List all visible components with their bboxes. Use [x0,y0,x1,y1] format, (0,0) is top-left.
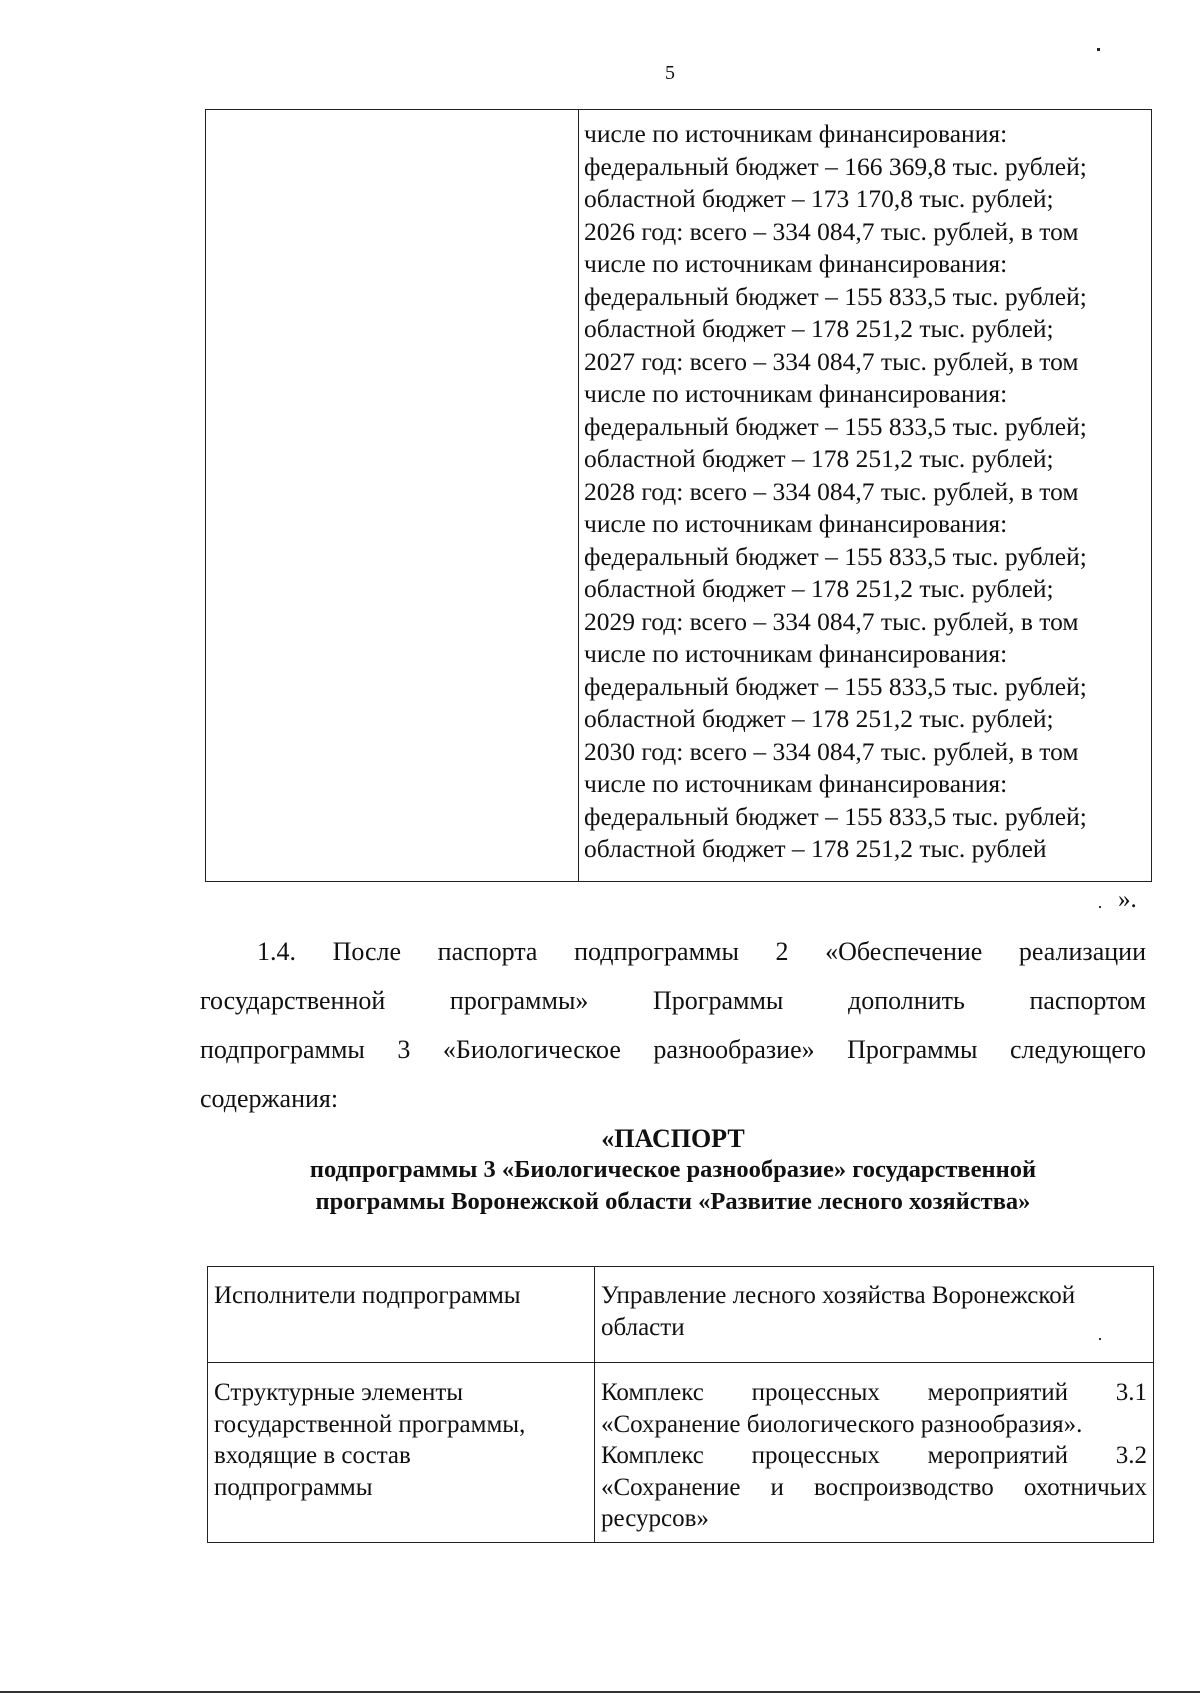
closing-quote: ». [1118,886,1137,913]
financing-line: числе по источникам финансирования: [584,379,1008,408]
row-value-word: 3.2 [1115,1442,1147,1469]
paragraph-word: дополнить [848,986,965,1015]
row-value-line: ресурсов» [601,1505,709,1532]
financing-line: федеральный бюджет – 155 833,5 тыс. рублей; [584,671,1087,701]
row-value-word: мероприятий [927,1379,1069,1406]
financing-table-right-cell [584,118,1144,866]
row-value-line: области [601,1313,685,1341]
row-label-line: государственной программы, [214,1410,526,1438]
paragraph-word: реализации [1018,937,1146,966]
financing-line: федеральный бюджет – 155 833,5 тыс. рублей; [584,541,1087,571]
financing-line: областной бюджет – 178 251,2 тыс. рублей; [584,574,1054,603]
paragraph-line [200,927,1146,976]
row-value-word: охотничьих [1023,1473,1147,1501]
financing-line: числе по источникам финансирования: [584,249,1008,278]
scan-speck [1097,48,1100,51]
passport-title: «ПАСПОРТ [601,1124,745,1153]
financing-line: федеральный бюджет – 155 833,5 тыс. рублей; [584,411,1087,441]
financing-line: областной бюджет – 178 251,2 тыс. рублей [584,834,1047,863]
financing-line: числе по источникам финансирования: [584,509,1008,538]
paragraph-word: После [332,937,402,966]
financing-line: 2027 год: всего – 334 084,7 тыс. рублей, в том [584,346,1079,376]
financing-table [205,109,1152,882]
row-label-line: входящие в состав [214,1442,411,1469]
paragraph-word: 1.4. [257,937,296,966]
row-value-word: Комплекс [601,1379,704,1406]
paragraph-word: разнообразие» [653,1035,815,1064]
paragraph-word: подпрограммы [574,937,739,966]
paragraph-word: 3 [397,1035,411,1064]
row-value-word: процессных [751,1379,880,1406]
row-value-line [601,1377,1147,1409]
row-value-line [601,1472,1147,1504]
row-value-word: и [770,1473,784,1501]
paragraph-word: подпрограммы [200,1035,365,1064]
financing-line: числе по источникам финансирования: [584,119,1008,148]
row-value-line: «Сохранение биологического разнообразия». [601,1410,1083,1438]
paragraph-word: «Обеспечение [825,937,983,966]
passport-subtitle-line1: подпрограммы 3 «Биологическое разнообразие» государственной [309,1156,1037,1183]
row-label [208,1267,595,1363]
financing-line: областной бюджет – 178 251,2 тыс. рублей; [584,314,1054,343]
paragraph-line [200,1025,1146,1074]
row-value-word: мероприятий [927,1442,1069,1469]
table-row [208,1267,1154,1363]
financing-line: числе по источникам финансирования: [584,769,1008,798]
row-value [595,1267,1154,1363]
row-value-line [601,1440,1147,1472]
page-bottom-rule [0,1691,1200,1693]
financing-line: 2029 год: всего – 334 084,7 тыс. рублей, в том [584,606,1079,636]
paragraph-word: программы» [449,986,589,1015]
paragraph-word: содержания: [200,1084,339,1113]
financing-table-left-cell [206,110,579,881]
row-value-word: 3.1 [1115,1379,1147,1406]
row-value-word: «Сохранение [601,1473,741,1501]
paragraph-word: следующего [1010,1035,1146,1064]
paragraph-line [200,1074,1146,1123]
scan-speck [1099,1338,1101,1340]
row-value-word: Комплекс [601,1442,704,1469]
financing-line: областной бюджет – 173 170,8 тыс. рублей; [584,184,1054,213]
paragraph-word: «Биологическое [442,1035,621,1064]
financing-line: 2028 год: всего – 334 084,7 тыс. рублей, в том [584,476,1079,506]
row-value-line: Управление лесного хозяйства Воронежской [601,1282,1076,1309]
paragraph-word: паспорта [437,937,538,966]
scan-speck [1099,906,1101,908]
row-value [595,1363,1154,1543]
paragraph-1-4 [200,927,1146,1123]
paragraph-word: государственной [200,986,386,1015]
financing-line: федеральный бюджет – 155 833,5 тыс. рублей; [584,281,1087,311]
row-value-word: процессных [751,1442,880,1469]
financing-line: 2030 год: всего – 334 084,7 тыс. рублей, в том [584,736,1079,766]
paragraph-word: Программы [847,1035,978,1064]
table-row [208,1363,1154,1543]
financing-line: числе по источникам финансирования: [584,639,1008,668]
passport-subtitle-line2: программы Воронежской области «Развитие лесного хозяйства» [315,1188,1031,1215]
financing-line: областной бюджет – 178 251,2 тыс. рублей; [584,704,1054,733]
financing-line: федеральный бюджет – 166 369,8 тыс. рублей; [584,151,1087,181]
row-label-line: Структурные элементы [214,1379,464,1406]
financing-line: федеральный бюджет – 155 833,5 тыс. рублей; [584,801,1087,831]
financing-line: 2026 год: всего – 334 084,7 тыс. рублей, в том [584,216,1079,246]
passport-table [207,1266,1154,1543]
paragraph-word: паспортом [1029,986,1146,1015]
financing-line: областной бюджет – 178 251,2 тыс. рублей; [584,444,1054,473]
row-label [208,1363,595,1543]
paragraph-line [200,976,1146,1025]
row-label-text: Исполнители подпрограммы [214,1282,521,1309]
row-value-word: воспроизводство [814,1473,994,1501]
paragraph-word: 2 [775,937,789,966]
page-number: 5 [665,62,675,84]
row-label-line: подпрограммы [214,1473,373,1501]
paragraph-word: Программы [653,986,784,1015]
